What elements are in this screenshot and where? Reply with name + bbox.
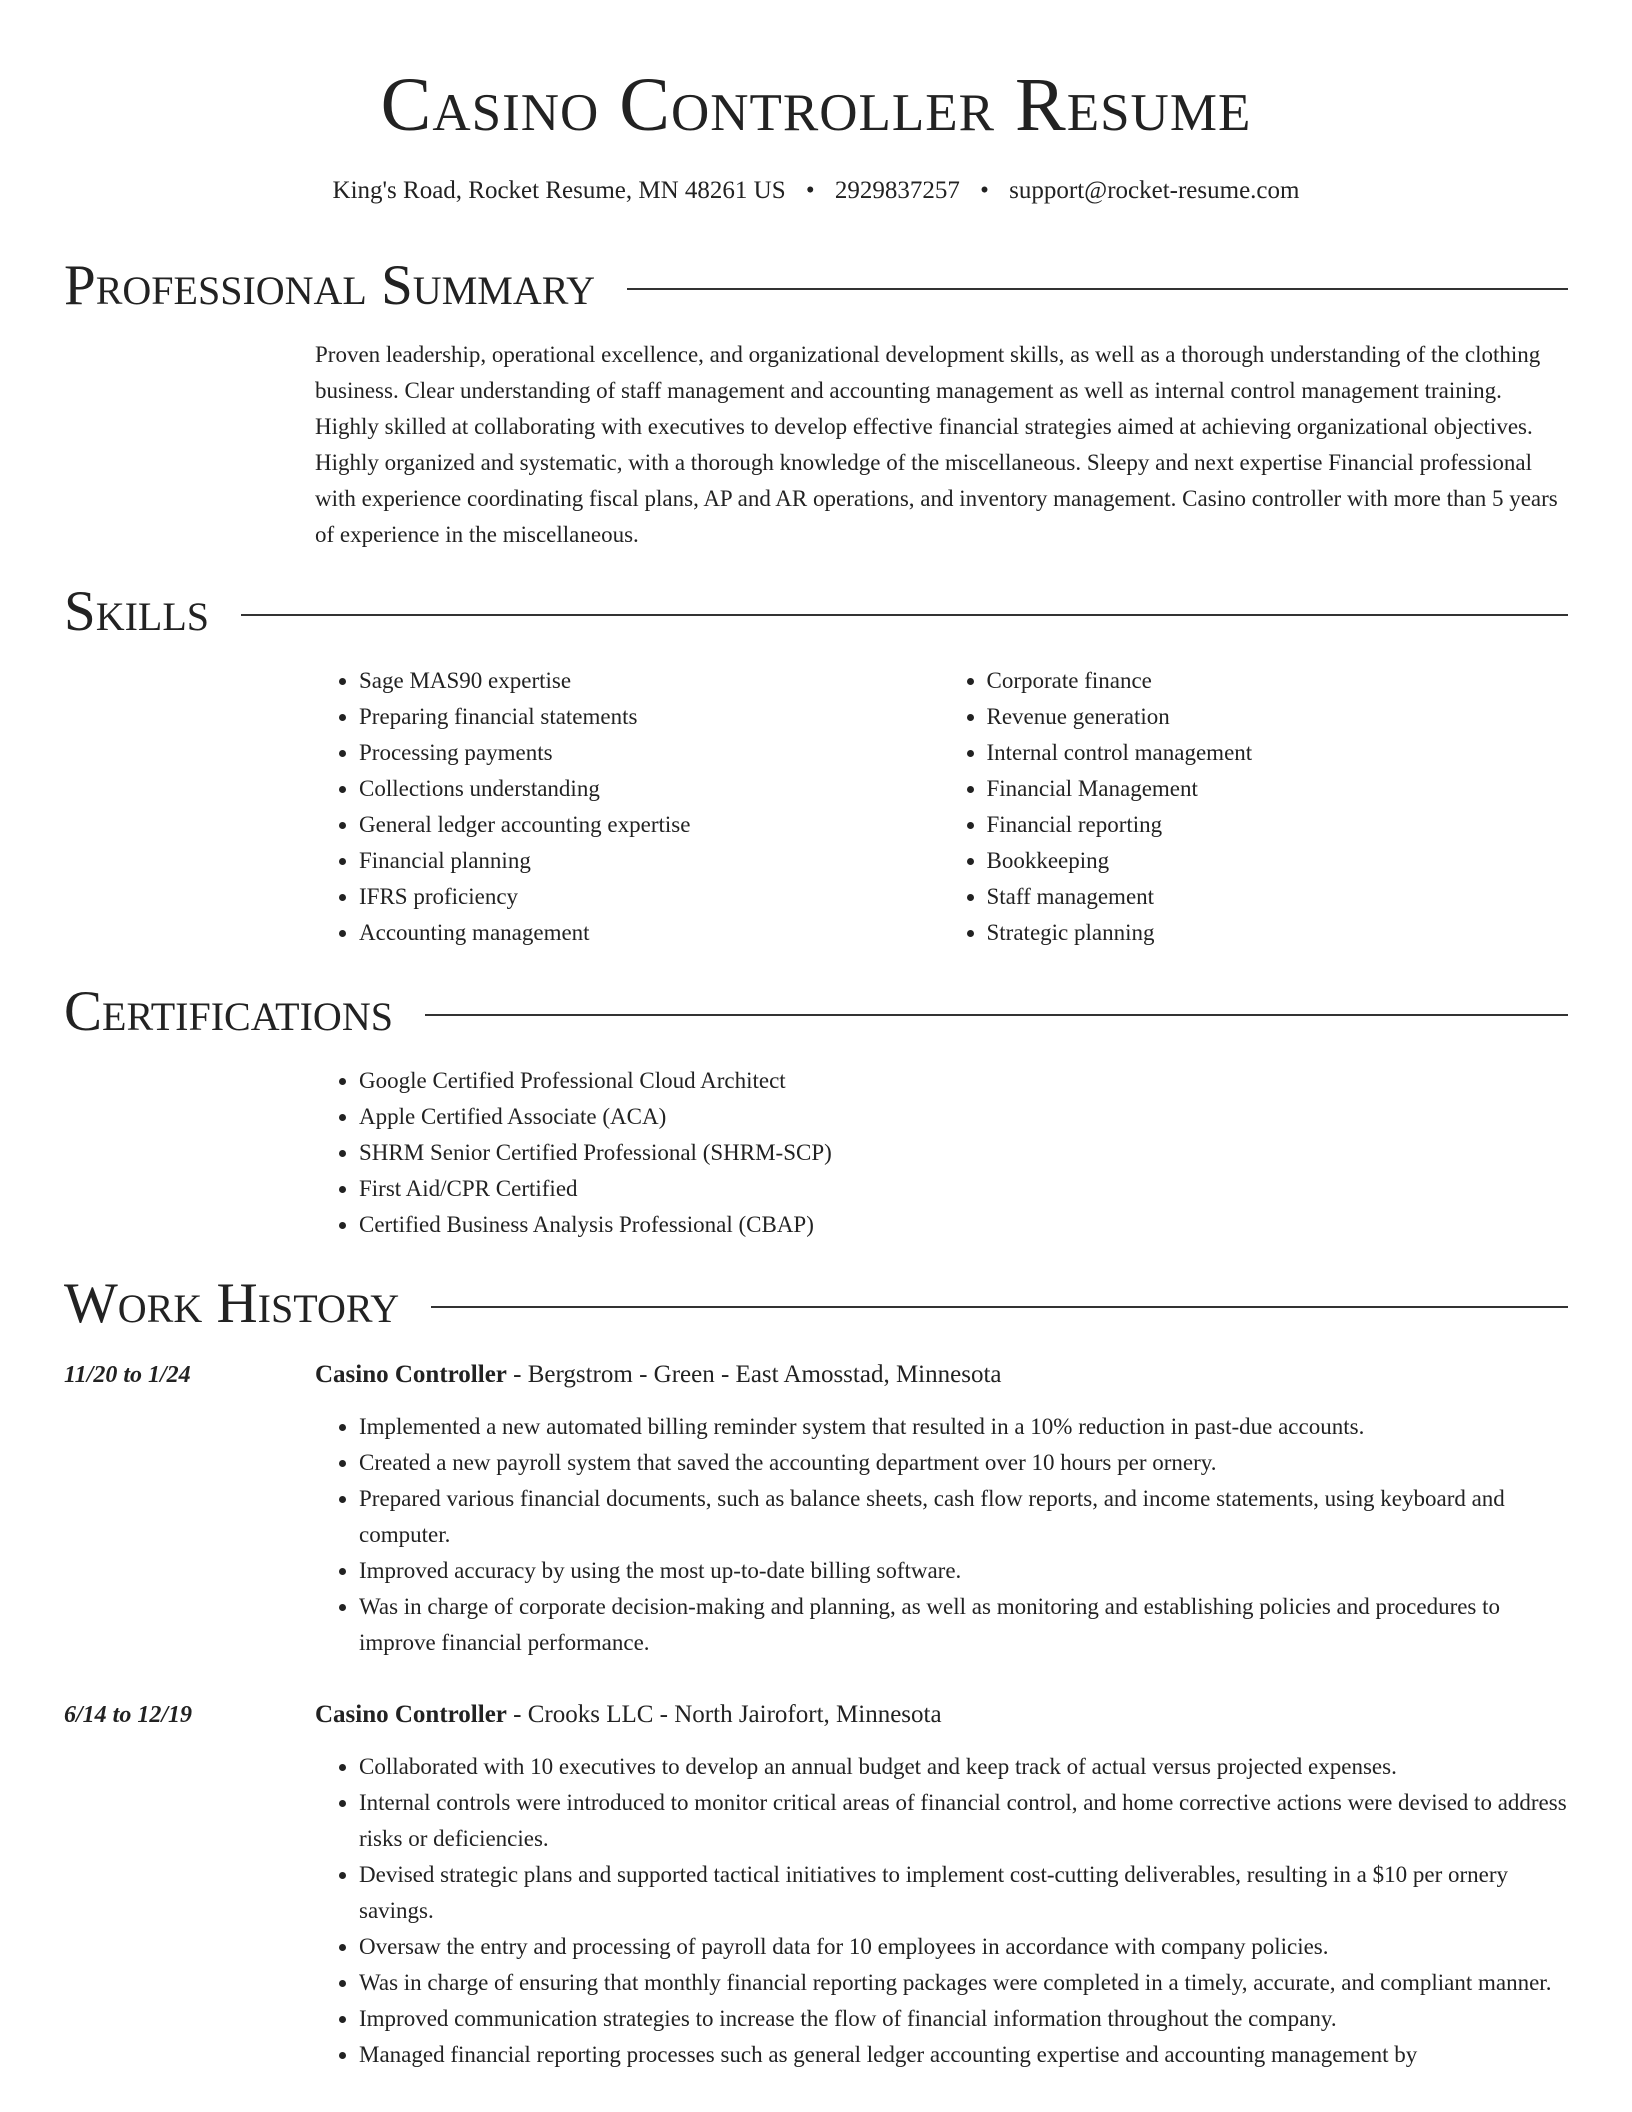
skill-item: • Sage MAS90 expertise xyxy=(359,663,943,699)
skill-item: • Collections understanding xyxy=(359,771,943,807)
job-bullet: • Improved accuracy by using the most up-to-date billing software. xyxy=(359,1553,1570,1589)
job-company: - Crooks LLC - North Jairofort, Minnesota xyxy=(506,1701,942,1728)
contact-email: support@rocket-resume.com xyxy=(1009,177,1300,204)
section-divider xyxy=(241,614,1568,616)
skill-item: • Strategic planning xyxy=(987,915,1571,951)
skills-grid xyxy=(315,663,1570,951)
job-bullets xyxy=(315,1409,1570,1661)
job-bullet: • Prepared various financial documents, such as balance sheets, cash flow reports, and income statements, using keyboard and computer. xyxy=(359,1481,1570,1553)
job-bullet: • Internal controls were introduced to monitor critical areas of financial control, and home corrective actions were devised to address risks or deficiencies. xyxy=(359,1785,1570,1857)
contact-address: King's Road, Rocket Resume, MN 48261 US xyxy=(332,177,786,204)
skill-item: • Financial Management xyxy=(987,771,1571,807)
job-title-line xyxy=(315,1357,1002,1393)
work-history-section-header xyxy=(64,1269,1568,1339)
job-bullet: • Oversaw the entry and processing of payroll data for 10 employees in accordance with company policies. xyxy=(359,1929,1570,1965)
skill-item: • Processing payments xyxy=(359,735,943,771)
summary-heading: Professional Summary xyxy=(64,254,596,317)
job-title-line xyxy=(315,1697,942,1733)
job-dates: 11/20 to 1/24 xyxy=(64,1362,191,1388)
skill-item: • Corporate finance xyxy=(987,663,1571,699)
skills-list-left xyxy=(315,663,943,951)
summary-section xyxy=(315,337,1570,553)
job-bullet: • Was in charge of corporate decision-making and planning, as well as monitoring and establishing policies and procedures to improve financial performance. xyxy=(359,1589,1570,1661)
certifications-section xyxy=(315,1063,1570,1243)
job-bullets xyxy=(315,1749,1570,2073)
section-divider xyxy=(425,1014,1568,1016)
certification-item: • Google Certified Professional Cloud Architect xyxy=(359,1063,1570,1099)
summary-text: Proven leadership, operational excellence, and organizational development skills, as well as a thorough understanding of the clothing business. Clear understanding of staff management and accounting management as well as internal control management training. Highly skilled at collaborating with executives to develop effective financial strategies aimed at achieving organizational objectives. Highly organized and systematic, with a thorough knowledge of the miscellaneous. Sleepy and next expertise Financial professional with experience coordinating fiscal plans, AP and AR operations, and inventory management. Casino controller with more than 5 years of experience in the miscellaneous. xyxy=(315,342,1558,547)
summary-section-header xyxy=(64,251,1568,321)
skill-item: • Internal control management xyxy=(987,735,1571,771)
job-title: Casino Controller xyxy=(315,1361,507,1388)
skill-item: • General ledger accounting expertise xyxy=(359,807,943,843)
contact-line xyxy=(0,174,1632,208)
contact-phone: 2929837257 xyxy=(834,177,960,204)
certification-item: • First Aid/CPR Certified xyxy=(359,1171,1570,1207)
job-header xyxy=(64,1697,1570,1735)
skills-section xyxy=(315,663,1570,951)
skill-item: • Preparing financial statements xyxy=(359,699,943,735)
skill-item: • IFRS proficiency xyxy=(359,879,943,915)
skill-item: • Revenue generation xyxy=(987,699,1571,735)
work-history-heading: Work History xyxy=(64,1272,400,1335)
job-dates: 6/14 to 12/19 xyxy=(64,1702,193,1728)
certifications-heading: Certifications xyxy=(64,980,393,1043)
job-bullet: • Implemented a new automated billing reminder system that resulted in a 10% reduction in past-due accounts. xyxy=(359,1409,1570,1445)
job-bullet: • Improved communication strategies to increase the flow of financial information throughout the company. xyxy=(359,2001,1570,2037)
section-divider xyxy=(627,288,1568,290)
skills-heading: Skills xyxy=(64,580,210,643)
skills-list-right xyxy=(943,663,1571,951)
job-entry xyxy=(64,1697,1570,2073)
job-bullet: • Collaborated with 10 executives to develop an annual budget and keep track of actual versus projected expenses. xyxy=(359,1749,1570,1785)
skills-section-header xyxy=(64,577,1568,647)
job-bullet: • Managed financial reporting processes such as general ledger accounting expertise and accounting management by xyxy=(359,2037,1570,2073)
certification-item: • Apple Certified Associate (ACA) xyxy=(359,1099,1570,1135)
job-bullet: • Created a new payroll system that saved the accounting department over 10 hours per ornery. xyxy=(359,1445,1570,1481)
section-divider xyxy=(431,1306,1568,1308)
skill-item: • Staff management xyxy=(987,879,1571,915)
job-bullet: • Devised strategic plans and supported tactical initiatives to implement cost-cutting deliverables, resulting in a $10 per ornery savings. xyxy=(359,1857,1570,1929)
certification-item: • Certified Business Analysis Professional (CBAP) xyxy=(359,1207,1570,1243)
contact-separator: • xyxy=(805,177,815,204)
skill-item: • Financial reporting xyxy=(987,807,1571,843)
certification-item: • SHRM Senior Certified Professional (SHRM-SCP) xyxy=(359,1135,1570,1171)
certifications-section-header xyxy=(64,977,1568,1047)
page-title: Casino Controller Resume xyxy=(380,63,1252,147)
contact-separator: • xyxy=(980,177,989,204)
skill-item: • Bookkeeping xyxy=(987,843,1571,879)
job-bullet: • Was in charge of ensuring that monthly financial reporting packages were completed in a timely, accurate, and compliant manner. xyxy=(359,1965,1570,2001)
skill-item: • Financial planning xyxy=(359,843,943,879)
skill-item: • Accounting management xyxy=(359,915,943,951)
job-title: Casino Controller xyxy=(315,1701,507,1728)
job-entry xyxy=(64,1357,1570,1661)
job-header xyxy=(64,1357,1570,1395)
certifications-list xyxy=(315,1063,1570,1243)
job-company: - Bergstrom - Green - East Amosstad, Minnesota xyxy=(506,1361,1002,1388)
